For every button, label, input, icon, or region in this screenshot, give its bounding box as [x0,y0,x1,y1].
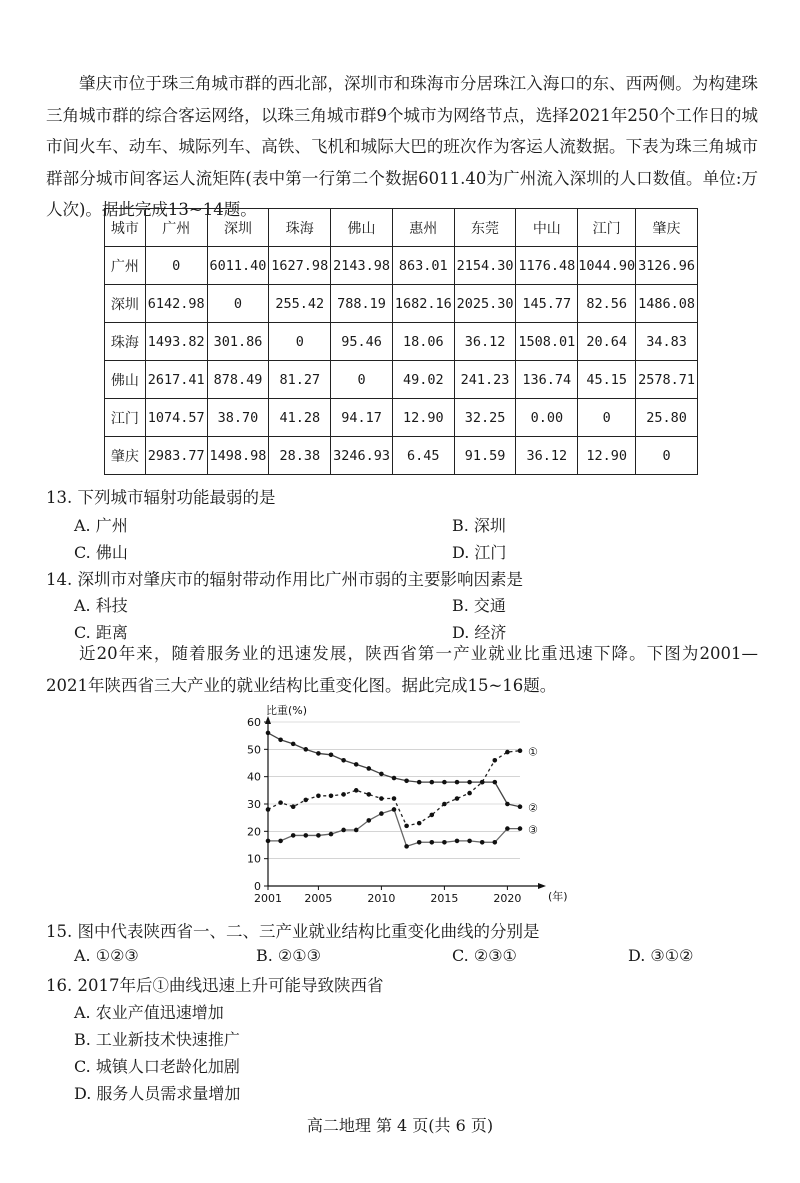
chart-point [505,750,510,755]
chart-y-tick-label: 30 [247,798,261,811]
table-cell: 1176.48 [516,247,578,285]
table-row [105,399,698,437]
table-cell: 2154.30 [454,247,516,285]
table-header-cell: 广州 [145,209,207,247]
table-cell: 0 [145,247,207,285]
table-cell: 38.70 [207,399,269,437]
table-header-cell: 东莞 [454,209,516,247]
chart-series-label: ③ [528,823,538,837]
chart-point [518,826,523,831]
table-cell: 6142.98 [145,285,207,323]
chart-point [304,833,309,838]
chart-point [518,748,523,753]
chart-point [367,766,372,771]
chart-y-tick-label: 20 [247,825,261,839]
chart-point [392,796,397,801]
chart-point [341,758,346,763]
chart-point [354,788,359,793]
table-cell: 0 [578,399,636,437]
table-cell: 0.00 [516,399,578,437]
chart-point [329,753,334,758]
table-cell: 34.83 [636,323,698,361]
chart-y-tick-label: 10 [247,852,261,866]
chart-point [467,791,472,796]
chart-point [291,804,296,809]
q14-option-d: D. 经济 [452,623,507,642]
table-cell: 82.56 [578,285,636,323]
chart-point [417,821,422,826]
table-cell: 1682.16 [392,285,454,323]
table-cell: 20.64 [578,323,636,361]
table-row [105,437,698,475]
table-cell: 3246.93 [331,437,393,475]
chart-y-axis-arrow-icon [265,716,271,724]
chart-point [467,780,472,785]
table-cell: 1044.90 [578,247,636,285]
page-footer: 高二地理 第 4 页(共 6 页) [306,1116,494,1135]
table-cell: 0 [269,323,331,361]
q13-option-c: C. 佛山 [74,543,128,562]
chart-point [354,762,359,767]
table-row [105,285,698,323]
chart-series-label: ① [528,745,538,759]
chart-x-tick-label: 2001 [254,892,282,905]
chart-x-axis-label: (年) [548,890,568,903]
chart-point [505,826,510,831]
table-cell: 6011.40 [207,247,269,285]
q15-option-a: A. ①②③ [74,946,139,965]
table-header-cell: 佛山 [331,209,393,247]
table-cell: 25.80 [636,399,698,437]
question-16-stem: 16. 2017年后①曲线迅速上升可能导致陕西省 [46,976,384,995]
q13-option-b: B. 深圳 [452,516,506,535]
chart-point [404,824,409,829]
q14-option-c: C. 距离 [74,623,128,642]
chart-point [316,794,321,799]
chart-point [392,807,397,812]
table-cell: 94.17 [331,399,393,437]
q16-option-d: D. 服务人员需求量增加 [74,1084,241,1103]
table-cell: 2617.41 [145,361,207,399]
table-header-cell: 深圳 [207,209,269,247]
chart-point [379,772,384,777]
chart-point [329,794,334,799]
table-cell: 145.77 [516,285,578,323]
table-row-header-cell: 珠海 [105,323,146,361]
q14-option-b: B. 交通 [452,596,506,615]
table-cell: 2143.98 [331,247,393,285]
chart-point [291,742,296,747]
chart-point [518,804,523,809]
table-cell: 1486.08 [636,285,698,323]
table-cell: 28.38 [269,437,331,475]
chart-y-axis-label: 比重(%) [266,704,308,717]
table-row-header-cell: 江门 [105,399,146,437]
table-cell: 36.12 [516,437,578,475]
q15-option-c: C. ②③① [452,946,517,965]
table-cell: 91.59 [454,437,516,475]
chart-point [442,802,447,807]
table-cell: 1498.98 [207,437,269,475]
chart-series-label: ② [528,801,538,815]
table-row-header-cell: 广州 [105,247,146,285]
chart-point [367,818,372,823]
chart-x-tick-label: 2010 [367,892,396,905]
chart-point [480,780,485,785]
chart-point [304,798,309,803]
question-13-stem: 13. 下列城市辐射功能最弱的是 [46,488,276,507]
chart-point [266,731,271,736]
table-row [105,323,698,361]
table-cell: 32.25 [454,399,516,437]
table-cell: 0 [636,437,698,475]
q15-option-d: D. ③①② [628,946,694,965]
chart-point [341,792,346,797]
table-cell: 3126.96 [636,247,698,285]
table-cell: 0 [207,285,269,323]
table-cell: 81.27 [269,361,331,399]
chart-point [341,828,346,833]
chart-y-tick-label: 40 [247,770,261,784]
chart-y-tick-label: 60 [247,716,261,729]
chart-y-tick-label: 0 [254,880,261,893]
table-cell: 36.12 [454,323,516,361]
q14-option-a: A. 科技 [74,596,128,615]
chart-point [467,839,472,844]
passenger-flow-matrix [104,208,698,475]
chart-point [316,751,321,756]
chart-point [291,833,296,838]
chart-point [455,839,460,844]
chart-point [278,737,283,742]
table-cell: 788.19 [331,285,393,323]
question-15-stem: 15. 图中代表陕西省一、二、三产业就业结构比重变化曲线的分别是 [46,922,540,941]
chart-point [354,828,359,833]
table-cell: 18.06 [392,323,454,361]
chart-point [493,840,498,845]
q13-option-d: D. 江门 [452,543,507,562]
table-cell: 1493.82 [145,323,207,361]
table-cell: 12.90 [578,437,636,475]
chart-point [505,802,510,807]
chart-point [455,796,460,801]
table-cell: 2025.30 [454,285,516,323]
chart-point [329,832,334,837]
table-cell: 0 [331,361,393,399]
chart-series-line-1 [268,751,520,826]
table-cell: 136.74 [516,361,578,399]
table-cell: 1627.98 [269,247,331,285]
chart-point [379,811,384,816]
chart-point [316,833,321,838]
table-cell: 241.23 [454,361,516,399]
chart-point [480,840,485,845]
table-header-cell: 江门 [578,209,636,247]
table-cell: 45.15 [578,361,636,399]
chart-point [493,780,498,785]
q16-option-a: A. 农业产值迅速增加 [74,1003,224,1022]
table-cell: 41.28 [269,399,331,437]
table-row-header-cell: 深圳 [105,285,146,323]
table-cell: 49.02 [392,361,454,399]
chart-point [266,839,271,844]
chart-point [417,780,422,785]
table-row [105,361,698,399]
chart-point [430,813,435,818]
table-row-header-cell: 肇庆 [105,437,146,475]
chart-x-tick-label: 2015 [430,892,459,905]
table-header-cell: 城市 [105,209,146,247]
table-header-cell: 中山 [516,209,578,247]
table-cell: 2578.71 [636,361,698,399]
table-header-cell: 珠海 [269,209,331,247]
question-14-stem: 14. 深圳市对肇庆市的辐射带动作用比广州市弱的主要影响因素是 [46,570,523,589]
table-cell: 2983.77 [145,437,207,475]
chart-point [442,780,447,785]
chart-point [278,800,283,805]
chart-point [442,840,447,845]
chart-point [404,844,409,849]
table-cell: 255.42 [269,285,331,323]
chart-point [455,780,460,785]
chart-point [379,796,384,801]
chart-point [404,778,409,783]
q13-option-a: A. 广州 [74,516,128,535]
chart-point [430,780,435,785]
chart-x-tick-label: 2020 [493,892,522,905]
chart-y-tick-label: 50 [247,743,261,757]
table-cell: 6.45 [392,437,454,475]
table-cell: 12.90 [392,399,454,437]
employment-structure-chart [220,700,580,910]
chart-point [417,840,422,845]
intro-paragraph-15-16: 近20年来，随着服务业的迅速发展，陕西省第一产业就业比重迅速下降。下图为2001—2021年陕西省三大产业的就业结构比重变化图。据此完成15~16题。 [46,644,758,695]
table-cell: 863.01 [392,247,454,285]
table-cell: 878.49 [207,361,269,399]
chart-x-tick-label: 2005 [304,892,333,905]
table-cell: 95.46 [331,323,393,361]
chart-point [304,747,309,752]
chart-point [367,792,372,797]
table-row-header-cell: 佛山 [105,361,146,399]
chart-point [266,807,271,812]
table-header-cell: 惠州 [392,209,454,247]
q16-option-b: B. 工业新技术快速推广 [74,1030,240,1049]
q15-option-b: B. ②①③ [256,946,321,965]
table-cell: 1074.57 [145,399,207,437]
chart-point [493,758,498,763]
q16-option-c: C. 城镇人口老龄化加剧 [74,1057,240,1076]
chart-point [430,840,435,845]
chart-point [278,839,283,844]
intro-paragraph-13-14: 肇庆市位于珠三角城市群的西北部，深圳市和珠海市分居珠江入海口的东、西两侧。为构建珠三角城市群的综合客运网络，以珠三角城市群9个城市为网络节点，选择2021年250个工作日的城市间火车、动车、城际列车、高铁、飞机和城际大巴的班次作为客运人流数据。下表为珠三角城市群部分城市间客运人流矩阵(表中第一行第二个数据6011.40为广州流入深圳的人口数值。单位:万人次)。据此完成13~14题。 [46,74,758,219]
chart-x-axis-arrow-icon [538,883,546,889]
table-header-cell: 肇庆 [636,209,698,247]
table-cell: 1508.01 [516,323,578,361]
table-header-row [105,209,698,247]
table-row [105,247,698,285]
chart-series-line-2 [268,733,520,807]
table-cell: 301.86 [207,323,269,361]
chart-point [392,776,397,781]
